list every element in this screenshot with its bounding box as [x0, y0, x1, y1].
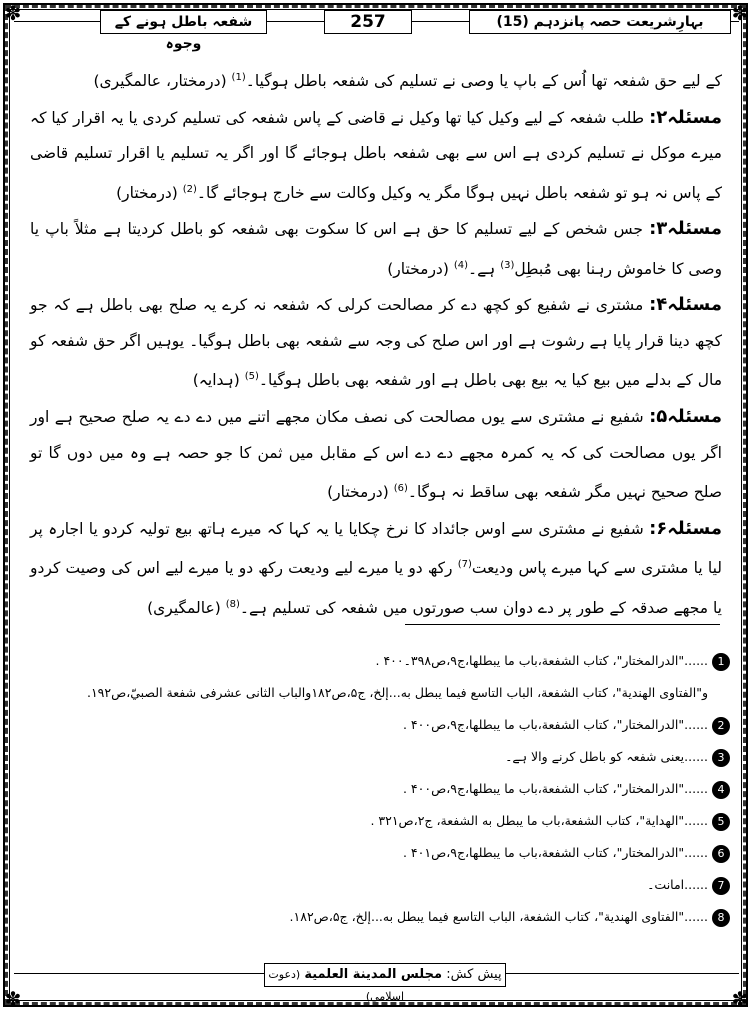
footnote-1-continued: و"الفتاوی الھندیة"، کتاب الشفعة، الباب التاسع فیما یبطل به...إلخ، ج۵،ص۱۸۲والباب الثانی عشرفی شفعة الصبيّ،ص۱۹۲. — [86, 685, 708, 700]
masala-label: مسئلہ۳: — [649, 218, 722, 240]
footnote-ref[interactable]: (2) — [182, 183, 197, 195]
footnotes — [30, 645, 730, 933]
masala-2: مسئلہ۲: طلب شفعہ کے لیے وکیل کیا تھا وکیل نے قاضی کے پاس شفعہ کی تسلیم کردی یا یہ اقرار کیا کہ میرے موکل نے تسلیم کردی ہے اس سے بھی شفعہ باطل ہوجائے گا اور اگر یہ تسلیم یا اقرار تسلیم قاضی کے پاس نہ ہو تو شفعہ باطل نہیں ہوگا مگر یہ وکیل وکالت سے خارج ہوجائے گا۔$^{(2)}$ (درمختار) — [30, 106, 722, 202]
corner-ornament-icon: ✽ — [731, 1, 749, 25]
masala-label: مسئلہ۲: — [649, 106, 722, 128]
page-header — [14, 8, 739, 52]
footnote-2: 2......"الدرالمختار"، کتاب الشفعة،باب ما یبطلھا،ج۹،ص۴۰۰ . — [30, 709, 730, 741]
source-citation: (درمختار) — [387, 259, 454, 278]
source-citation: (ہدایہ) — [192, 371, 245, 390]
masala-label: مسئلہ۵: — [649, 406, 722, 428]
publisher-box: پیش کش: مجلس المدینة العلمیة (دعوت اسلامی) — [264, 963, 506, 987]
footnote-number: 2 — [712, 717, 730, 735]
publisher-name: مجلس المدینة العلمیة — [304, 967, 443, 982]
footnote-divider — [405, 624, 720, 625]
footnote-number: 3 — [712, 749, 730, 767]
footnote-number: 7 — [712, 877, 730, 895]
footnote-4: 4......"الدرالمختار"، کتاب الشفعة،باب ما یبطلھا،ج۹،ص۴۰۰ . — [30, 773, 730, 805]
footnote-6: 6......"الدرالمختار"، کتاب الشفعة،باب ما یبطلھا،ج۹،ص۴۰۱ . — [30, 837, 730, 869]
masala-6: مسئلہ۶: شفیع نے مشتری سے اوس جائداد کا نرخ چکایا یا یہ کہا کہ میرے ہاتھ بیع تولیہ کردو یا اجارہ پر لیا یا مشتری سے کہا میرے پاس ودیعت$^{(7)}$ رکھ دو یا میرے لیے ودیعت رکھ دو یا میرے لیے اس کی وصیت کردو یا مجھے صدقہ کے طور پر دے دوان سب صورتوں میں شفعہ کی تسلیم ہے۔$^{(8)}$ (عالمگیری) — [30, 517, 722, 618]
footnote-ref[interactable]: (4) — [453, 259, 468, 271]
masala-5: مسئلہ۵: شفیع نے مشتری سے یوں مصالحت کی نصف مکان مجھے اتنے میں دے دے یہ صلح صحیح ہے اور اگر یوں مصالحت کی کہ یہ کمرہ مجھے دے دے اس کے مقابل میں ثمن کا جو حصہ ہے وہ میں دوں گا تو صلح صحیح نہیں مگر شفعہ بھی ساقط نہ ہوگا۔$^{(6)}$ (درمختار) — [30, 406, 722, 502]
main-text — [30, 60, 722, 627]
header-rule — [410, 21, 469, 22]
source-citation: (درمختار، عالمگیری) — [93, 72, 232, 91]
footnote-number: 6 — [712, 845, 730, 863]
footnote-number: 4 — [712, 781, 730, 799]
footnote-ref[interactable]: (5) — [244, 371, 259, 383]
footnote-1: 1......"الدرالمختار"، کتاب الشفعة،باب ما یبطلھا،ج۹،ص۳۹۸۔۴۰۰ . — [30, 645, 730, 677]
book-title: بہارِشریعت حصہ پانزدہم (15) — [469, 10, 731, 34]
footnote-7: 7......امانت۔ — [30, 869, 730, 901]
masala-label: مسئلہ۶: — [649, 517, 722, 539]
corner-ornament-icon: ✽ — [731, 987, 749, 1011]
footnote-number: 8 — [712, 909, 730, 927]
footer-rule — [504, 973, 739, 974]
header-rule — [14, 21, 100, 22]
paragraph-1: کے لیے حق شفعہ تھا اُس کے باپ یا وصی نے تسلیم کی شفعہ باطل ہوگیا۔$^{(1)}$ (درمختار، عالمگیری) — [93, 72, 722, 91]
chapter-title: شفعہ باطل ہونے کے وجوہ — [100, 10, 267, 34]
footnote-number: 1 — [712, 653, 730, 671]
page-footer — [14, 960, 739, 1003]
footnote-8: 8......"الفتاوی الھندیة"، کتاب الشفعة، الباب التاسع فیما یبطل به...إلخ، ج۵،ص۱۸۲. — [30, 901, 730, 933]
footnote-ref[interactable]: (1) — [231, 72, 246, 83]
masala-4: مسئلہ۴: مشتری نے شفیع کو کچھ دے کر مصالحت کرلی کہ شفعہ نہ کرے یہ صلح بھی باطل ہے کہ جو کچھ دینا قرار پایا ہے رشوت ہے اور اس صلح کی وجہ سے شفعہ بھی باطل ہوگیا۔ یوہیں اگر حق شفعہ کو مال کے بدلے میں بیع کیا یہ بیع بھی باطل ہے اور شفعہ بھی باطل ہوگیا۔$^{(5)}$ (ہدایہ) — [30, 294, 722, 390]
source-citation: (درمختار) — [116, 183, 183, 202]
footnote-5: 5......"الھدایة"، کتاب الشفعة،باب ما یبطل به الشفعة، ج۲،ص۳۲۱ . — [30, 805, 730, 837]
footer-rule — [14, 973, 264, 974]
footnote-ref[interactable]: (3) — [500, 259, 515, 271]
page-number: 257 — [324, 10, 412, 34]
masala-3: مسئلہ۳: جس شخص کے لیے تسلیم کا حق ہے اس کا سکوت بھی شفعہ کو باطل کردیتا ہے مثلاً باپ یا وصی کا خاموش رہنا بھی مُبطِل$^{(3)}$ ہے۔$^{(4)}$ (درمختار) — [30, 218, 722, 278]
header-rule — [265, 21, 324, 22]
footnote-ref[interactable]: (8) — [225, 598, 240, 610]
source-citation: (درمختار) — [327, 483, 394, 502]
footnote-number: 5 — [712, 813, 730, 831]
source-citation: (عالمگیری) — [147, 599, 226, 618]
corner-ornament-icon: ✽ — [4, 1, 22, 25]
corner-ornament-icon: ✽ — [4, 987, 22, 1011]
masala-label: مسئلہ۴: — [649, 294, 722, 316]
footnote-ref[interactable]: (6) — [393, 483, 408, 495]
footnote-3: 3......یعنی شفعہ کو باطل کرنے والا ہے۔ — [30, 741, 730, 773]
footnote-ref[interactable]: (7) — [457, 559, 472, 571]
